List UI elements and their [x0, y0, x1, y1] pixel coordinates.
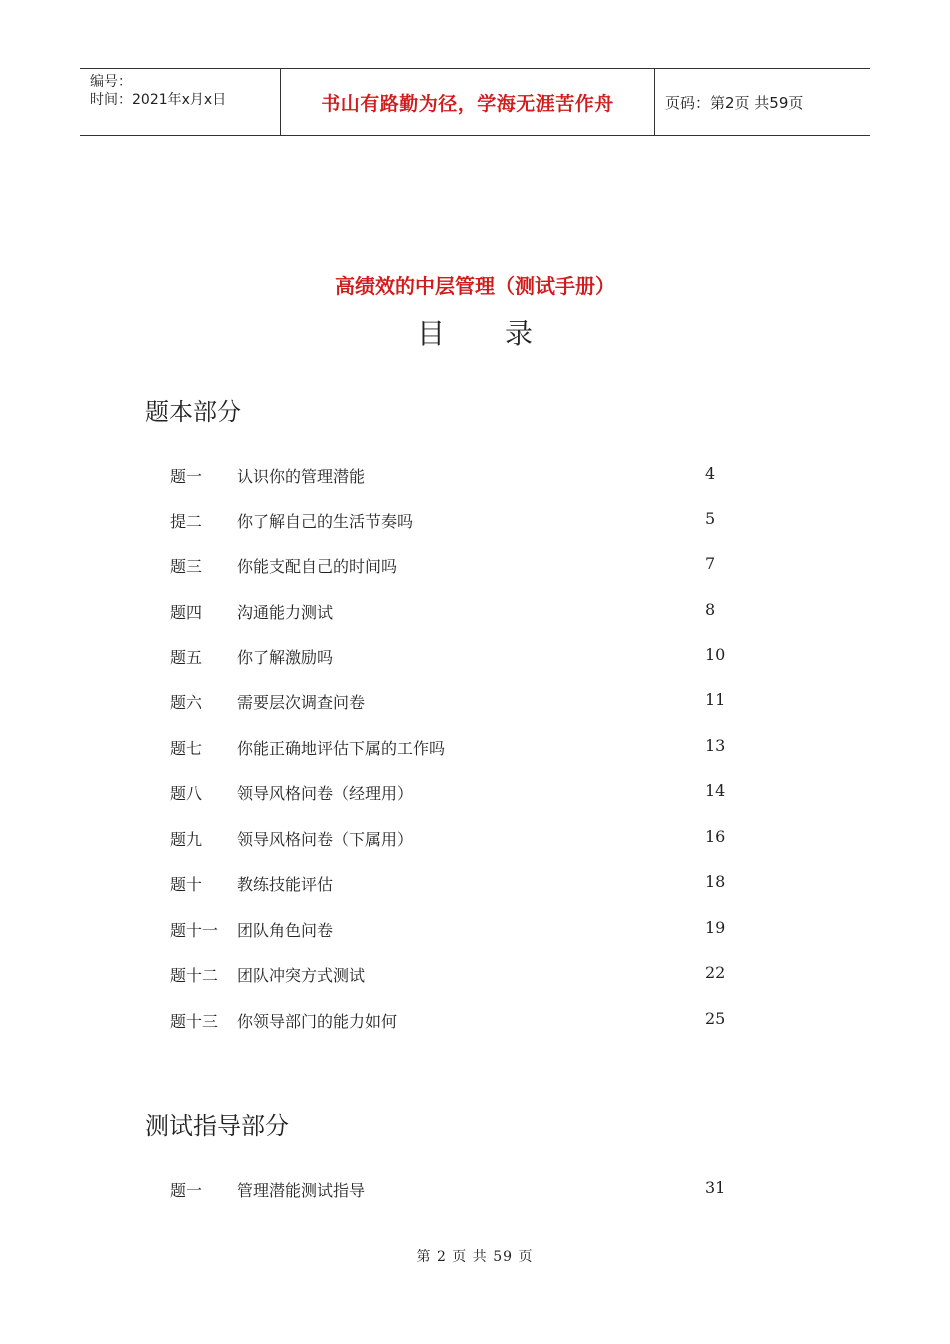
toc-entry[interactable]	[170, 736, 730, 760]
section-heading-questions: 题本部分	[145, 398, 241, 426]
toc-entry-title: 管理潜能测试指导	[237, 1181, 366, 1200]
toc-entry-page: 11	[705, 690, 726, 709]
toc-entry-title: 沟通能力测试	[237, 603, 334, 622]
toc-entry-title: 团队冲突方式测试	[237, 966, 366, 985]
toc-entry-number: 题三	[170, 557, 203, 576]
toc-entry-number: 题十	[170, 875, 203, 894]
toc-entry-number: 题十三	[170, 1012, 219, 1031]
toc-entry-title: 你了解激励吗	[237, 648, 334, 667]
toc-entry-page: 4	[705, 464, 716, 483]
header-meta	[80, 69, 281, 135]
toc-entry[interactable]	[170, 645, 730, 669]
toc-entry-title: 你能支配自己的时间吗	[237, 557, 398, 576]
toc-entry-page: 10	[705, 645, 726, 664]
toc-entry[interactable]	[170, 509, 730, 533]
toc-entry-title: 领导风格问卷（经理用）	[237, 784, 414, 803]
toc-entry-number: 题一	[170, 1181, 203, 1200]
toc-entry-number: 题一	[170, 467, 203, 486]
toc-entry[interactable]	[170, 690, 730, 714]
toc-entry-number: 题四	[170, 603, 203, 622]
toc-entry-title: 你能正确地评估下属的工作吗	[237, 739, 446, 758]
toc-entry[interactable]	[170, 600, 730, 624]
toc-entry-page: 16	[705, 827, 726, 846]
toc-entry-number: 题五	[170, 648, 203, 667]
toc-entry-page: 25	[705, 1009, 726, 1028]
toc-entry-title: 团队角色问卷	[237, 921, 334, 940]
toc-entry-page: 31	[705, 1178, 726, 1197]
toc-entry-number: 题七	[170, 739, 203, 758]
toc-entry[interactable]	[170, 918, 730, 942]
toc-entry-number: 题八	[170, 784, 203, 803]
toc-entry-title: 教练技能评估	[237, 875, 334, 894]
toc-entry[interactable]	[170, 963, 730, 987]
toc-entry[interactable]	[170, 827, 730, 851]
toc-entry-number: 题十二	[170, 966, 219, 985]
page-header	[80, 68, 870, 136]
toc-entry-page: 13	[705, 736, 726, 755]
toc-entry-page: 5	[705, 509, 716, 528]
toc-entry[interactable]	[170, 872, 730, 896]
header-page-info: 页码：第2页 共59页	[665, 93, 804, 112]
toc-entry-title: 你了解自己的生活节奏吗	[237, 512, 414, 531]
toc-entry-title: 认识你的管理潜能	[237, 467, 366, 486]
toc-entry-page: 14	[705, 781, 726, 800]
toc-entry[interactable]	[170, 781, 730, 805]
toc-entry-number: 提二	[170, 512, 203, 531]
toc-entry-page: 8	[705, 600, 716, 619]
toc-entry-title: 需要层次调查问卷	[237, 693, 366, 712]
section-heading-guidance: 测试指导部分	[145, 1112, 289, 1140]
toc-entry-number: 题九	[170, 830, 203, 849]
document-title: 高绩效的中层管理（测试手册）	[335, 274, 615, 298]
header-motto: 书山有路勤为径，学海无涯苦作舟	[281, 69, 655, 135]
page-footer: 第 2 页 共 59 页	[416, 1249, 534, 1265]
toc-entry-number: 题六	[170, 693, 203, 712]
toc-heading: 目录	[416, 317, 593, 350]
toc-entry[interactable]	[170, 464, 730, 488]
toc-entry-page: 7	[705, 554, 716, 573]
toc-entry-title: 领导风格问卷（下属用）	[237, 830, 414, 849]
toc-entry-number: 题十一	[170, 921, 219, 940]
toc-entry[interactable]	[170, 554, 730, 578]
toc-entry-page: 22	[705, 963, 726, 982]
toc-entry-title: 你领导部门的能力如何	[237, 1012, 398, 1031]
toc-entry[interactable]	[170, 1178, 730, 1202]
toc-entry[interactable]	[170, 1009, 730, 1033]
serial-label: 编号：	[90, 74, 132, 90]
toc-entry-page: 18	[705, 872, 726, 891]
toc-entry-page: 19	[705, 918, 726, 937]
time-label: 时间：2021年x月x日	[90, 92, 227, 108]
